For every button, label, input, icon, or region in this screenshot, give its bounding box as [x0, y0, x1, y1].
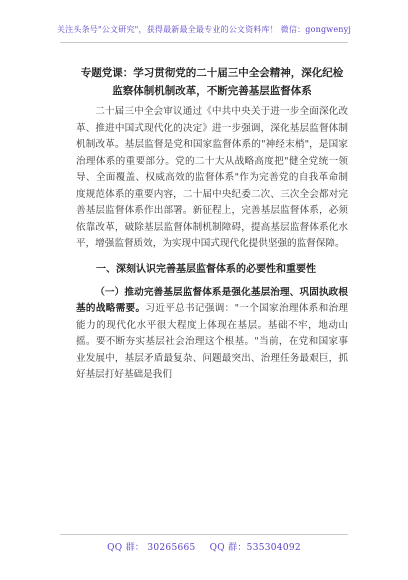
page-footer — [0, 540, 408, 553]
footer-divider — [60, 534, 348, 535]
document-title-line-1: 专题党课：学习贯彻党的二十届三中全会精神，深化纪检 — [80, 67, 344, 79]
document-body — [76, 58, 348, 384]
document-title-line-2: 监察体制机制改革，不断完善基层监督体系 — [112, 85, 312, 97]
page-header — [0, 0, 408, 52]
subsection-one-lead: （一）推动完善基层监督体系是强化基层治理、巩固执政根基的战略需要。 — [76, 286, 348, 314]
document-title — [76, 64, 348, 100]
footer-qq-group-2: QQ 群：535304092 — [209, 543, 301, 553]
footer-qq-groups — [0, 540, 408, 553]
header-divider — [60, 42, 348, 43]
subsection-one-paragraph — [76, 285, 348, 384]
subsection-one-body: 习近平总书记强调："一个国家治理体系和治理能力的现代化水平很大程度上体现在基层。基础不牢，地动山摇。要不断夯实基层社会治理这个根基。"当前，在党和国家事业发展中，基层矛盾最复杂、问题最突出、治理任务最艰巨，抓好基层打好基础是我们 — [76, 303, 348, 380]
intro-paragraph: 二十届三中全会审议通过《中共中央关于进一步全面深化改革、推进中国式现代化的决定》进一步强调，深化基层监督体制机制改革。基层监督是党和国家监督体系的"神经末梢"，是国家治理体系的重要部分。党的二十大从战略高度把"健全党统一领导、全面覆盖、权威高效的监督体系"作为完善党的自我革命制度规范体系的重要内容，二十届中央纪委二次、三次全会都对完善基层监督体系作出部署。新征程上，完善基层监督体系，必须依靠改革，破除基层监督体制机制障碍，提高基层监督体系化水平，增强监督质效，为实现中国式现代化提供坚强的监督保障。 — [76, 106, 348, 249]
section-one-heading: 一、深刻认识完善基层监督体系的必要性和重要性 — [96, 263, 316, 275]
header-promo-text: 关注头条号"公文研究"，获得最新最全最专业的公文资料库！ 微信：gongwenyj — [56, 25, 352, 34]
footer-qq-group-1: QQ 群： 30265665 — [107, 543, 196, 553]
